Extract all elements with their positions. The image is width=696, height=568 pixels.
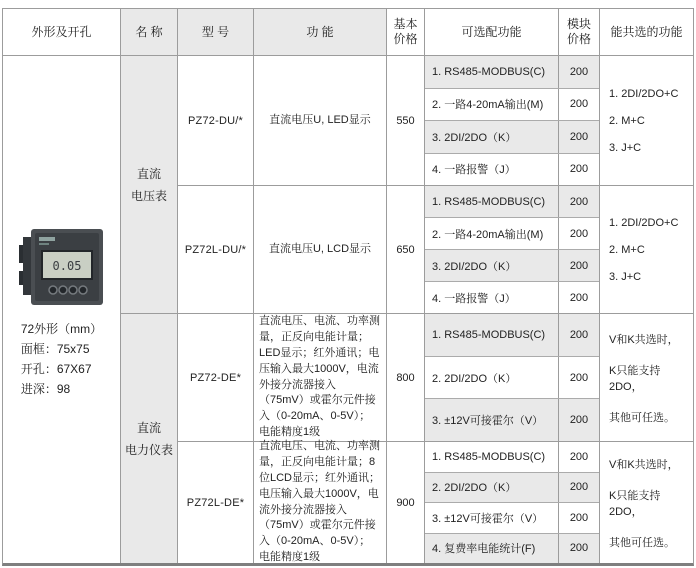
header-optional: 可选配功能	[425, 9, 559, 55]
coselect-line: 其他可任选。	[609, 536, 675, 549]
coselect-cell	[600, 442, 693, 563]
module-price: 200	[569, 328, 589, 341]
model-cell: PZ72L-DU/*	[178, 186, 254, 313]
model-cell: PZ72-DU/*	[178, 56, 254, 185]
section-name-cell: 直流 电力仪表	[121, 314, 178, 563]
function-cell: 直流电压、电流、功率测量，正反向电能计量；8位LCD显示；红外通讯；电压输入最大1000V，电流外接分流器接入（75mV）或霍尔元件接入（0-20mA、0-5V）；电能精度1级	[254, 442, 387, 563]
coselect-line: 1. 2DI/2DO+C	[609, 216, 679, 229]
option-row: 1. RS485-MODBUS(C) 200	[425, 186, 599, 218]
section-name-cell: 直流 电压表	[121, 56, 178, 313]
option-row: 3. ±12V可接霍尔（V） 200	[425, 503, 599, 534]
module-price: 200	[569, 163, 589, 176]
base-price-cell: 800	[387, 314, 425, 441]
coselect-line: 其他可任选。	[609, 411, 675, 424]
module-price: 200	[569, 511, 589, 524]
module-price: 200	[569, 227, 589, 240]
option-row: 1. RS485-MODBUS(C) 200	[425, 442, 599, 473]
header-base-price: 基本 价格	[387, 9, 425, 55]
coselect-cell	[600, 186, 693, 313]
module-price: 200	[569, 542, 589, 555]
base-price-cell: 650	[387, 186, 425, 313]
header-appearance: 外形及开孔	[3, 9, 121, 55]
option-row: 1. RS485-MODBUS(C) 200	[425, 56, 599, 89]
options-list	[425, 314, 600, 441]
dims-line: 面框：75x75	[20, 341, 90, 356]
module-price: 200	[569, 414, 589, 427]
panel-meter-image	[15, 221, 109, 311]
module-price: 200	[569, 130, 589, 143]
coselect-line: K只能支持2DO，	[609, 489, 661, 518]
options-list	[425, 186, 600, 313]
option-row: 3. ±12V可接霍尔（V） 200	[425, 399, 599, 441]
module-price: 200	[569, 450, 589, 463]
module-price: 200	[569, 371, 589, 384]
option-row: 2. 一路4-20mA输出(M) 200	[425, 218, 599, 250]
coselect-line: 3. J+C	[609, 141, 642, 154]
header-module-price: 模块 价格	[559, 9, 600, 55]
coselect-line: 2. M+C	[609, 114, 645, 127]
function-cell: 直流电压U, LCD显示	[254, 186, 387, 313]
coselect-cell	[600, 56, 693, 185]
row-pz72-du	[178, 56, 693, 186]
header-coselect: 能共选的功能	[610, 24, 683, 39]
base-price-cell: 900	[387, 442, 425, 563]
dims-line: 进深：98	[20, 381, 71, 396]
dims-line: 72外形（mm）	[20, 321, 103, 336]
option-row: 3. 2DI/2DO（K） 200	[425, 250, 599, 282]
header-function: 功 能	[254, 9, 387, 55]
module-price: 200	[569, 259, 589, 272]
model-cell: PZ72L-DE*	[178, 442, 254, 563]
base-price-cell: 550	[387, 56, 425, 185]
dimension-notes	[21, 319, 102, 399]
module-price: 200	[569, 195, 589, 208]
header-model: 型 号	[178, 9, 254, 55]
row-pz72l-du	[178, 186, 693, 313]
lcd-reading: 0.05	[52, 258, 81, 273]
appearance-cell	[3, 56, 121, 563]
option-row: 4. 一路报警（J） 200	[425, 282, 599, 313]
module-price: 200	[569, 65, 589, 78]
product-spec-table	[2, 8, 694, 566]
dims-line: 开孔：67X67	[20, 361, 92, 376]
coselect-line: 1. 2DI/2DO+C	[609, 87, 679, 100]
model-cell: PZ72-DE*	[178, 314, 254, 441]
option-row: 2. 一路4-20mA输出(M) 200	[425, 89, 599, 122]
module-price: 200	[569, 291, 589, 304]
coselect-line: 3. J+C	[609, 270, 642, 283]
coselect-cell	[600, 314, 693, 441]
function-cell: 直流电压U, LED显示	[254, 56, 387, 185]
options-list	[425, 442, 600, 563]
section-dc-powermeter	[121, 314, 693, 563]
coselect-line: K只能支持2DO，	[609, 364, 661, 393]
coselect-line: 2. M+C	[609, 243, 645, 256]
option-row: 2. 2DI/2DO（K） 200	[425, 473, 599, 504]
coselect-line: V和K共选时，	[609, 458, 679, 471]
option-row: 4. 复费率电能统计(F) 200	[425, 534, 599, 564]
option-row: 1. RS485-MODBUS(C) 200	[425, 314, 599, 357]
section-dc-voltmeter	[121, 56, 693, 314]
function-cell: 直流电压、电流、功率测量，正反向电能计量；LED显示；红外通讯；电压输入最大1000V，电流外接分流器接入（75mV）或霍尔元件接入（0-20mA、0-5V）；电能精度1级	[254, 314, 387, 441]
module-price: 200	[569, 481, 589, 494]
option-row: 4. 一路报警（J） 200	[425, 154, 599, 186]
table-header-row	[3, 9, 693, 56]
option-row: 3. 2DI/2DO（K） 200	[425, 121, 599, 154]
option-row: 2. 2DI/2DO（K） 200	[425, 357, 599, 400]
header-name: 名 称	[121, 9, 178, 55]
options-list	[425, 56, 600, 185]
coselect-line: V和K共选时，	[609, 333, 679, 346]
row-pz72l-de	[178, 439, 693, 564]
row-pz72-de	[178, 314, 693, 442]
module-price: 200	[569, 98, 589, 111]
